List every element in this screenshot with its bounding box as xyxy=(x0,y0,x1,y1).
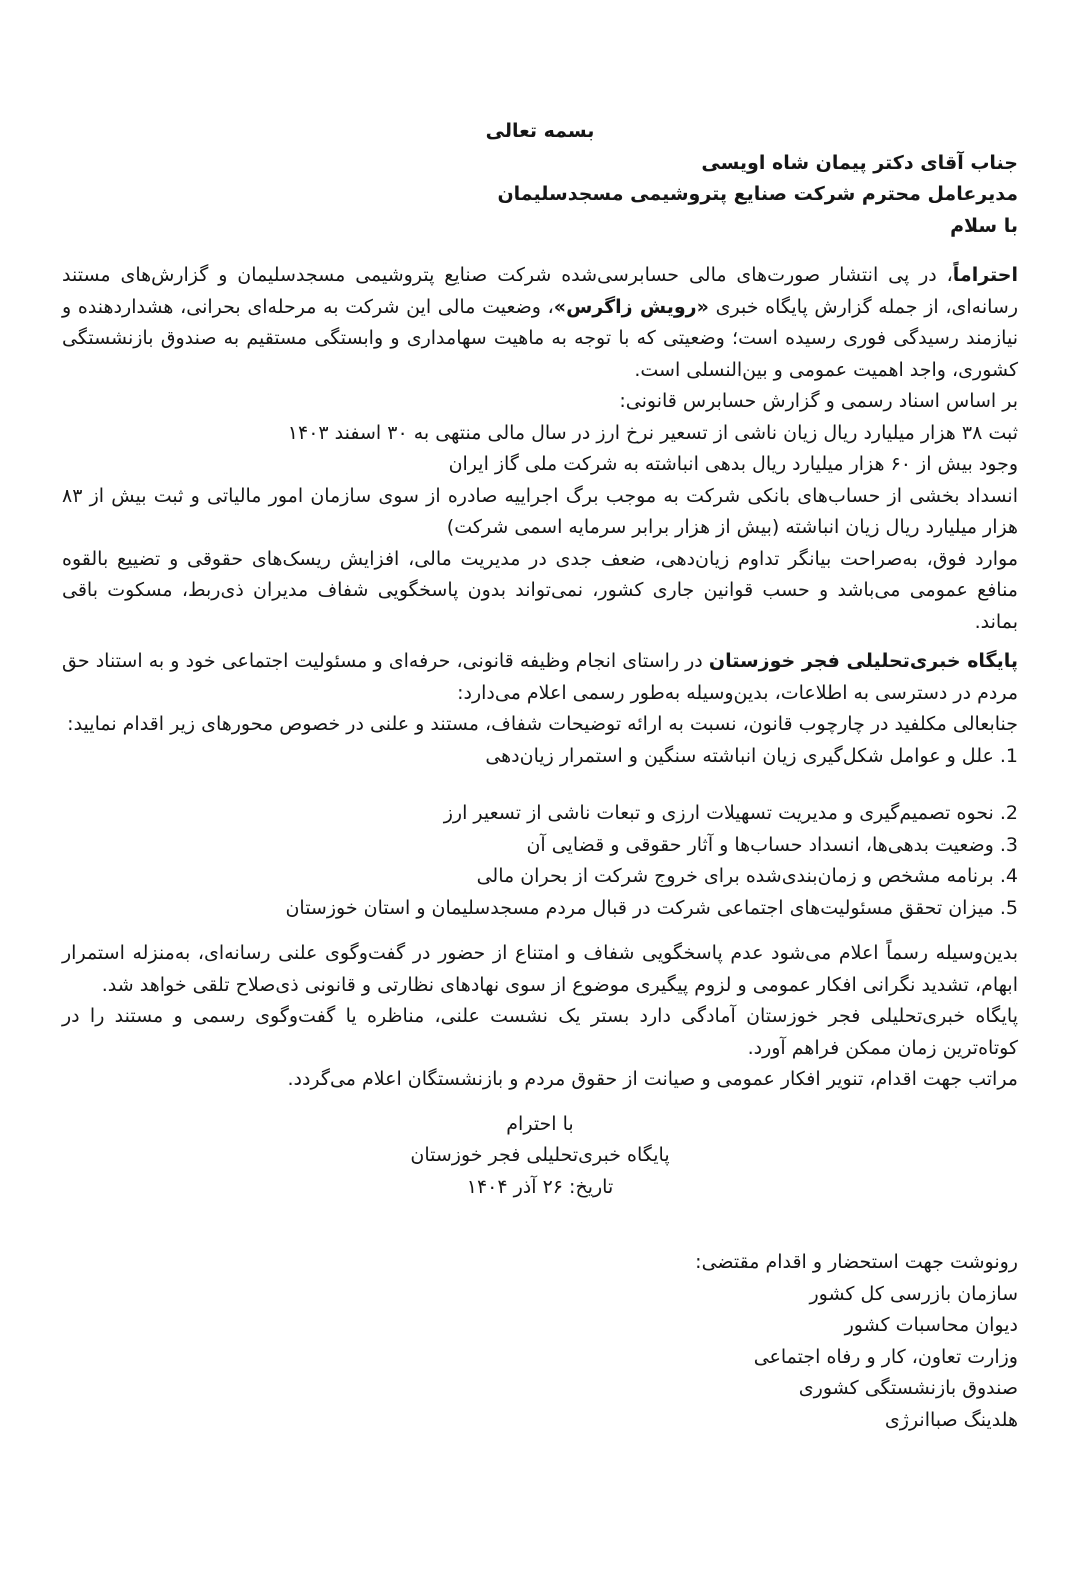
signature-respect: با احترام xyxy=(506,1112,574,1135)
closing-note: مراتب جهت اقدام، تنویر افکار عمومی و صیانت از حقوق مردم و بازنشستگان اعلام می‌گردد. xyxy=(287,1068,1018,1090)
bismillah-heading: بسمه تعالی xyxy=(485,120,595,142)
evidence-block xyxy=(62,386,1018,638)
warning-paragraph: بدین‌وسیله رسماً اعلام می‌شود عدم پاسخگویی شفاف و امتناع از حضور در گفت‌وگوی علنی رسانه‌ای، به‌منزله استمرار ابهام، تشدید نگرانی افکار عمومی و لزوم پیگیری موضوع از سوی نهادهای نظارتی و قانونی ذی‌صلاح تلقی خواهد شد. xyxy=(62,942,1018,996)
evidence-item-bank-block: انسداد بخشی از حساب‌های بانکی شرکت به موجب برگ اجراییه صادره از سوی سازمان امور مالیاتی و ثبت بیش از ۸۳ هزار میلیارد ریال زیان انباشته (بیش از هزار برابر سرمایه اسمی شرکت) xyxy=(62,484,1018,538)
readiness-paragraph: پایگاه خبری‌تحلیلی فجر خوزستان آمادگی دارد بستر یک نشست علنی، مناظره یا گفت‌وگوی رسمی و مستند را در کوتاه‌ترین زمان ممکن فراهم آورد. xyxy=(62,1005,1018,1059)
cc-item-inspection-org: سازمان بازرسی کل کشور xyxy=(809,1282,1018,1305)
evidence-item-gas-debt: وجود بیش از ۶۰ هزار میلیارد ریال بدهی انباشته به شرکت ملی گاز ایران xyxy=(448,453,1018,475)
signature-block xyxy=(62,1109,1018,1204)
declaration-block xyxy=(62,646,1018,772)
news-agency-quote: «رویش زاگرس» xyxy=(553,295,709,318)
recipient-title: مدیرعامل محترم شرکت صنایع پتروشیمی مسجدسلیمان xyxy=(497,183,1018,205)
agency-name-bold: پایگاه خبری‌تحلیلی فجر خوزستان xyxy=(708,650,1019,672)
cc-item-audit-court: دیوان محاسبات کشور xyxy=(844,1314,1018,1336)
demand-item-2: 2. نحوه تصمیم‌گیری و مدیریت تسهیلات ارزی و تبعات ناشی از تسعیر ارز xyxy=(443,802,1018,824)
salutation: با سلام xyxy=(950,214,1018,237)
cc-item-saba-energy: هلدینگ صباانرژی xyxy=(884,1408,1018,1431)
declaration-text: در راستای انجام وظیفه قانونی، حرفه‌ای و مسئولیت اجتماعی خود و به استناد حق مردم در دسترسی به اطلاعات، بدین‌وسیله به‌طور رسمی اعلام می‌دارد: xyxy=(62,650,1018,704)
readiness-block xyxy=(62,1001,1018,1096)
cc-item-labor-ministry: وزارت تعاون، کار و رفاه اجتماعی xyxy=(753,1345,1018,1368)
signature-org: پایگاه خبری‌تحلیلی فجر خوزستان xyxy=(410,1144,670,1166)
demand-item-1: 1. علل و عوامل شکل‌گیری زیان انباشته سنگین و استمرار زیان‌دهی xyxy=(485,744,1018,767)
recipient-name: جناب آقای دکتر پیمان شاه اویسی xyxy=(701,151,1018,174)
demand-item-4: 4. برنامه مشخص و زمان‌بندی‌شده برای خروج شرکت از بحران مالی xyxy=(476,865,1018,887)
evidence-conclusion: موارد فوق، به‌صراحت بیانگر تداوم زیان‌دهی، ضعف جدی در مدیریت مالی، افزایش ریسک‌های حقوقی و تضییع بالقوه منافع عمومی می‌باشد و حسب قوانین جاری کشور، نمی‌تواند بدون پاسخگویی شفاف مدیران ذی‌ربط، مسکوت باقی بماند. xyxy=(62,547,1018,633)
evidence-heading: بر اساس اسناد رسمی و گزارش حسابرس قانونی: xyxy=(619,390,1018,412)
intro-lead-word: احتراماً xyxy=(952,264,1018,286)
intro-paragraph xyxy=(62,260,1018,386)
demands-list xyxy=(62,798,1018,924)
intro-text-before-quote: ، در پی انتشار صورت‌های مالی حسابرسی‌شده شرکت صنایع پتروشیمی مسجدسلیمان و گزارش‌های مستند رسانه‌ای، از جمله گزارش پایگاه خبری xyxy=(62,264,1018,318)
obligation-line: جنابعالی مکلفید در چارچوب قانون، نسبت به ارائه توضیحات شفاف، مستند و علنی در خصوص محورهای زیر اقدام نمایید: xyxy=(67,713,1018,735)
cc-item-pension-fund: صندوق بازنشستگی کشوری xyxy=(798,1377,1018,1399)
demand-item-3: 3. وضعیت بدهی‌ها، انسداد حساب‌ها و آثار حقوقی و قضایی آن xyxy=(526,833,1018,856)
evidence-item-loss: ثبت ۳۸ هزار میلیارد ریال زیان ناشی از تسعیر نرخ ارز در سال مالی منتهی به ۳۰ اسفند ۱۴۰۳ xyxy=(287,421,1018,444)
recipient-block xyxy=(62,148,1018,243)
cc-block xyxy=(62,1247,1018,1436)
demand-item-5: 5. میزان تحقق مسئولیت‌های اجتماعی شرکت در قبال مردم مسجدسلیمان و استان خوزستان xyxy=(285,896,1018,919)
intro-text-after-quote: ، وضعیت مالی این شرکت به مرحله‌ای بحرانی، هشداردهنده و نیازمند رسیدگی فوری رسیده است؛ وضعیتی که با توجه به ماهیت سهامداری و وابستگی مستقیم به صندوق بازنشستگی کشوری، واجد اهمیت عمومی و بین‌النسلی است. xyxy=(62,295,1018,381)
declaration-paragraph xyxy=(62,646,1018,709)
signature-date: تاریخ: ۲۶ آذر ۱۴۰۴ xyxy=(466,1175,614,1198)
cc-heading: رونوشت جهت استحضار و اقدام مقتضی: xyxy=(695,1251,1018,1273)
